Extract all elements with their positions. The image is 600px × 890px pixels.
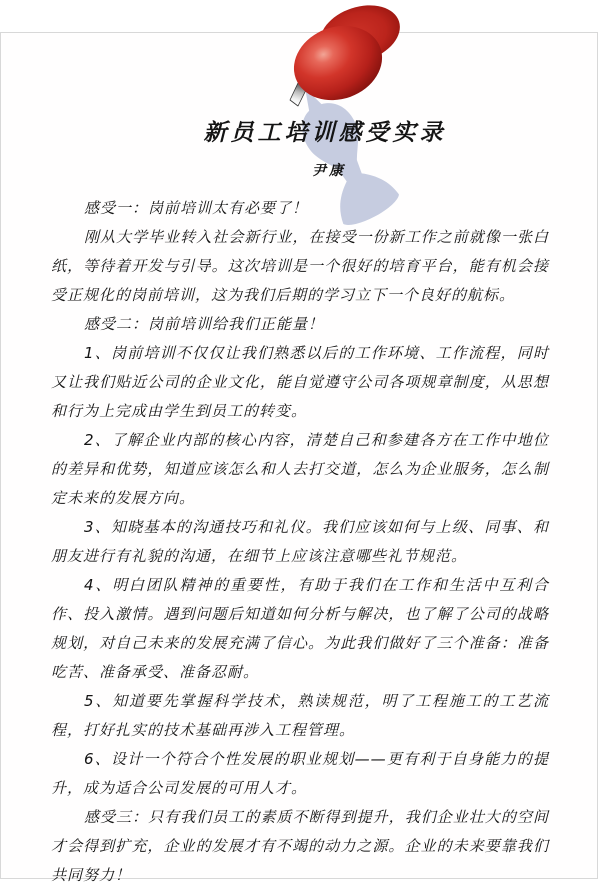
paragraph: 感受三：只有我们员工的素质不断得到提升，我们企业壮大的空间才会得到扩充，企业的发展才有不竭的动力之源。企业的未来要靠我们共同努力！ bbox=[51, 808, 549, 884]
paragraph: 感受二：岗前培训给我们正能量！ bbox=[84, 315, 325, 333]
document-content bbox=[0, 32, 600, 890]
paragraph: 3、知晓基本的沟通技巧和礼仪。我们应该如何与上级、同事、和朋友进行有礼貌的沟通，在细节上应该注意哪些礼节规范。 bbox=[51, 518, 549, 565]
document-author: 尹康 bbox=[312, 163, 346, 179]
paragraph: 刚从大学毕业转入社会新行业，在接受一份新工作之前就像一张白纸，等待着开发与引导。这次培训是一个很好的培育平台，能有机会接受正规化的岗前培训，这为我们后期的学习立下一个良好的航标。 bbox=[51, 228, 549, 304]
paragraph: 感受一：岗前培训太有必要了！ bbox=[84, 199, 309, 217]
document-title: 新员工培训感受实录 bbox=[203, 120, 447, 146]
paragraph: 4、明白团队精神的重要性，有助于我们在工作和生活中互利合作、投入激情。遇到问题后知道如何分析与解决，也了解了公司的战略规划，对自己未来的发展充满了信心。为此我们做好了三个准备：准备吃苦、准备承受、准备忍耐。 bbox=[51, 576, 549, 681]
paragraph: 6、设计一个符合个性发展的职业规划——更有利于自身能力的提升，成为适合公司发展的可用人才。 bbox=[51, 750, 549, 797]
paragraph: 5、知道要先掌握科学技术，熟读规范，明了工程施工的工艺流程，打好扎实的技术基础再涉入工程管理。 bbox=[51, 692, 549, 739]
paragraph: 2、了解企业内部的核心内容，清楚自己和参建各方在工作中地位的差异和优势，知道应该怎么和人去打交道，怎么为企业服务，怎么制定未来的发展方向。 bbox=[51, 431, 549, 507]
paragraph: 1、岗前培训不仅仅让我们熟悉以后的工作环境、工作流程，同时又让我们贴近公司的企业文化，能自觉遵守公司各项规章制度，从思想和行为上完成由学生到员工的转变。 bbox=[51, 344, 549, 420]
document-body bbox=[51, 194, 549, 890]
